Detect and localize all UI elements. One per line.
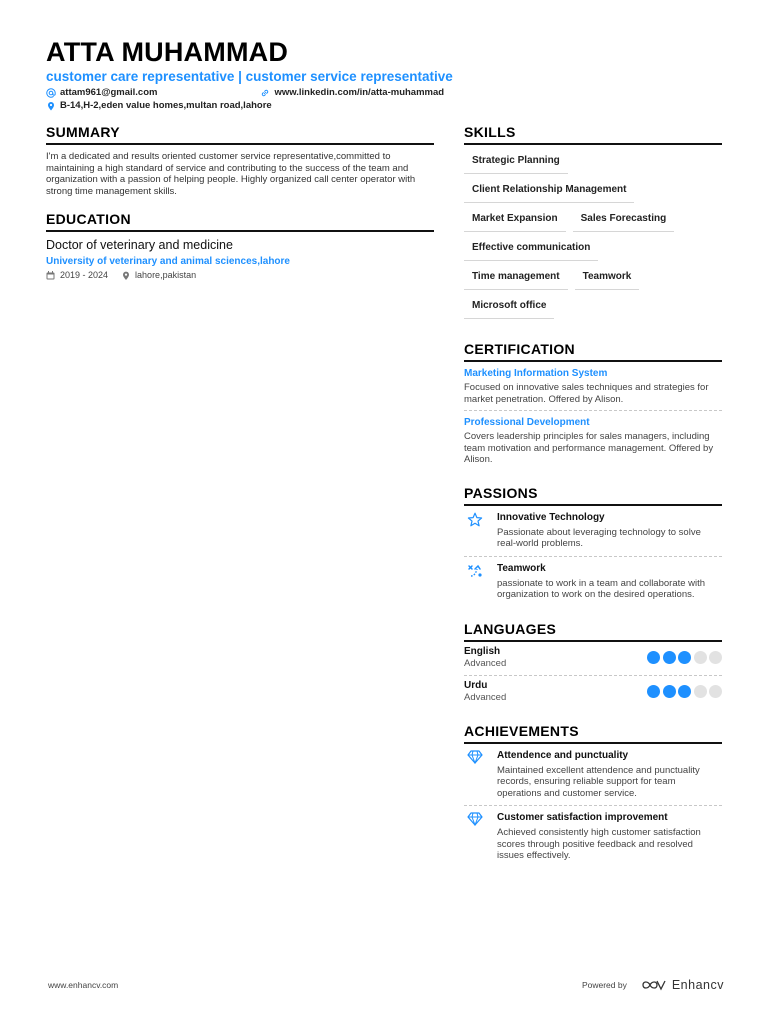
education-heading: EDUCATION (46, 211, 434, 232)
linkedin-text: www.linkedin.com/in/atta-muhammad (274, 87, 445, 98)
star-icon (467, 512, 483, 528)
candidate-name: ATTA MUHAMMAD (46, 37, 289, 67)
skill-tag: Strategic Planning (464, 151, 568, 174)
language-rating (645, 651, 723, 664)
location-pin-icon (46, 101, 56, 111)
linkedin-item[interactable] (260, 86, 444, 99)
diamond-icon (467, 812, 483, 826)
rating-dot-filled (663, 651, 676, 664)
rating-dot-empty (694, 651, 707, 664)
achievements-section (464, 723, 722, 868)
passions-section (464, 485, 722, 607)
achievement-desc: Achieved consistently high customer satisfaction scores through positive feedback and resolved issues effectively. (497, 827, 701, 861)
contact-row (46, 86, 726, 99)
passion-item (464, 556, 722, 607)
certification-name: Marketing Information System (464, 368, 608, 379)
enhancv-logo-icon (641, 979, 667, 991)
skill-tag: Microsoft office (464, 296, 554, 319)
language-item (464, 675, 722, 709)
passion-title: Innovative Technology (497, 511, 605, 523)
diamond-icon (467, 750, 483, 764)
rating-dot-filled (647, 651, 660, 664)
location-pin-icon (122, 271, 130, 280)
address-item (46, 99, 272, 112)
certification-item (464, 362, 722, 410)
passion-item (464, 506, 722, 556)
calendar-icon (46, 271, 55, 280)
education-dates-text: 2019 - 2024 (60, 270, 109, 281)
rating-dot-filled (663, 685, 676, 698)
link-icon (260, 88, 270, 98)
passion-title: Teamwork (497, 562, 546, 574)
education-meta (46, 270, 434, 280)
language-name: English (464, 645, 501, 657)
address-row (46, 99, 726, 112)
strategy-icon (467, 563, 483, 579)
skill-tag: Client Relationship Management (464, 180, 634, 203)
skill-tag: Time management (464, 267, 568, 290)
skills-section (464, 124, 722, 325)
left-column (46, 124, 434, 280)
email-text: attam961@gmail.com (60, 87, 158, 98)
languages-heading: LANGUAGES (464, 621, 722, 642)
rating-dot-filled (678, 651, 691, 664)
passion-desc: passionate to work in a team and collaborate with organization to work on the desired operations. (497, 577, 706, 600)
skills-heading: SKILLS (464, 124, 722, 145)
passions-heading: PASSIONS (464, 485, 722, 506)
right-column (464, 124, 722, 868)
skill-tag: Sales Forecasting (573, 209, 675, 232)
rating-dot-filled (647, 685, 660, 698)
footer-website-link[interactable]: www.enhancv.com (48, 980, 119, 990)
language-level: Advanced (464, 657, 507, 669)
education-school: University of veterinary and animal sciences,lahore (46, 256, 290, 268)
achievement-item (464, 805, 722, 868)
resume-header (46, 36, 726, 112)
certification-desc: Focused on innovative sales techniques and strategies for market penetration. Offered by Alison. (464, 382, 709, 405)
certification-item (464, 410, 722, 471)
achievement-item (464, 744, 722, 806)
skill-tag: Effective communication (464, 238, 598, 261)
education-location (122, 270, 196, 280)
candidate-title: customer care representative | customer service representative (46, 69, 453, 84)
summary-section (46, 124, 434, 197)
email-item[interactable] (46, 86, 157, 99)
rating-dot-empty (694, 685, 707, 698)
achievement-title: Attendence and punctuality (497, 749, 629, 761)
certification-name: Professional Development (464, 417, 590, 428)
languages-section (464, 621, 722, 709)
passion-desc: Passionate about leveraging technology to solve real-world problems. (497, 526, 701, 549)
powered-by-label: Powered by (581, 980, 627, 990)
skill-tag: Teamwork (575, 267, 640, 290)
powered-by (582, 978, 724, 992)
certification-desc: Covers leadership principles for sales managers, including team motivation and performance management. Offered by Alison. (464, 431, 714, 465)
skills-list (464, 151, 722, 325)
language-rating (645, 685, 723, 698)
language-name: Urdu (464, 679, 488, 691)
language-level: Advanced (464, 691, 507, 703)
brand-logo[interactable] (641, 978, 724, 992)
education-dates (46, 270, 108, 280)
summary-text: I'm a dedicated and results oriented customer service representative,committed to maintaining a high standard of service and contributing to the success of the team and organization with a passion of helping people. Highly organized call center operator with strong time management skills. (46, 151, 416, 197)
summary-heading: SUMMARY (46, 124, 434, 145)
rating-dot-empty (709, 651, 722, 664)
education-section (46, 211, 434, 280)
achievement-desc: Maintained excellent attendence and punctuality records, ensuring reliable support for team operations and customer service. (497, 764, 700, 799)
achievement-title: Customer satisfaction improvement (497, 812, 668, 823)
skill-tag: Market Expansion (464, 209, 566, 232)
address-text: B-14,H-2,eden value homes,multan road,lahore (60, 100, 272, 111)
rating-dot-empty (709, 685, 722, 698)
certification-section (464, 341, 722, 471)
at-sign-icon (46, 88, 56, 98)
page-footer (48, 978, 724, 992)
certification-heading: CERTIFICATION (464, 341, 722, 362)
achievements-heading: ACHIEVEMENTS (464, 723, 722, 744)
brand-name: Enhancv (671, 978, 724, 992)
rating-dot-filled (678, 685, 691, 698)
education-location-text: lahore,pakistan (135, 270, 197, 281)
language-item (464, 642, 722, 675)
education-degree: Doctor of veterinary and medicine (46, 238, 233, 253)
